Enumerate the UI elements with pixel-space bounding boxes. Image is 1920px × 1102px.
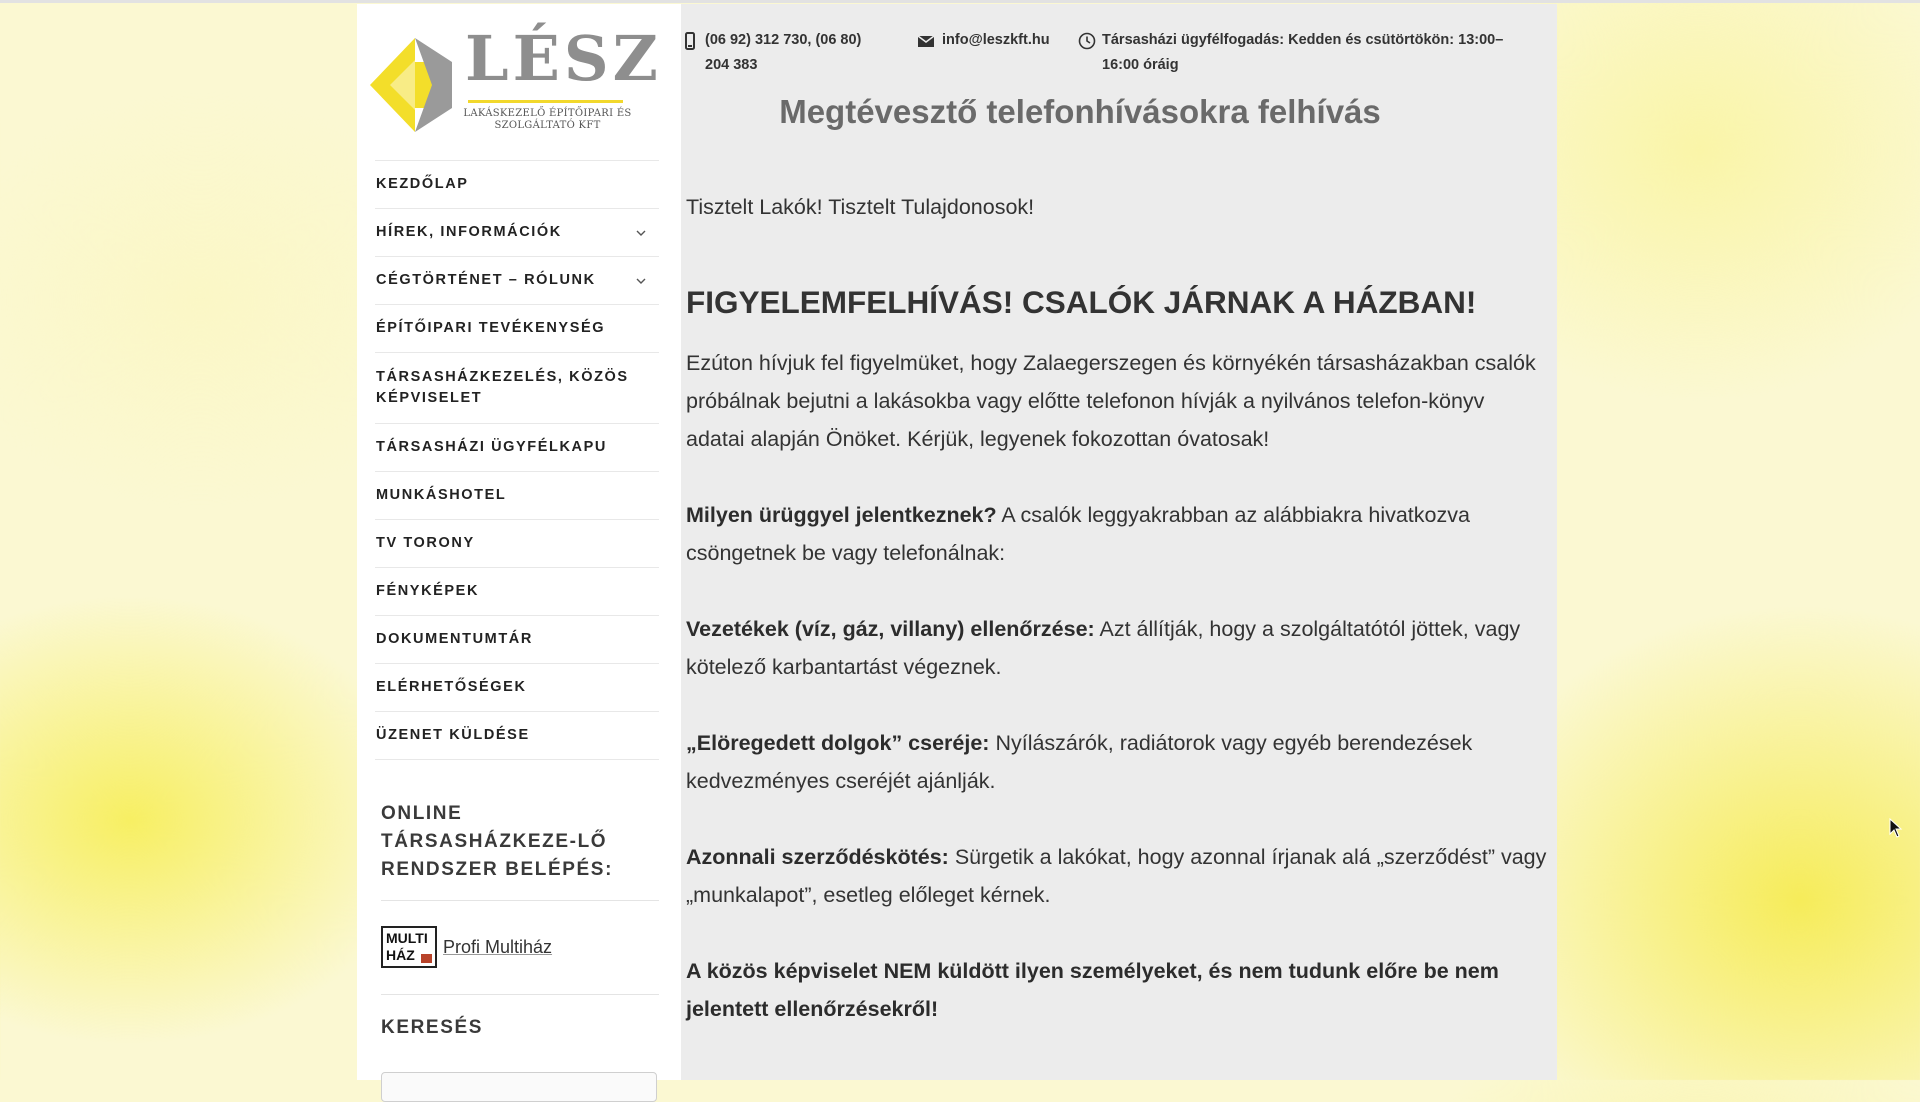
- multihaz-logo[interactable]: [381, 926, 437, 968]
- multihaz-logo-line-2: HÁZ: [386, 947, 415, 963]
- office-hours-line-1: Társasházi ügyfélfogadás: Kedden és csütörtökön: 13:00–: [1102, 32, 1504, 48]
- logo-underline: [468, 100, 623, 103]
- nav-item-label: TÁRSASHÁZI ÜGYFÉLKAPU: [376, 439, 607, 455]
- nav-item-munkashotel[interactable]: [375, 472, 659, 520]
- clock-icon: [1078, 32, 1096, 50]
- mail-icon: [916, 32, 936, 50]
- logo-title: LÉSZ: [465, 22, 662, 95]
- house-icon: [421, 954, 432, 963]
- search-widget-title: KERESÉS: [381, 1017, 484, 1038]
- phone-text: [705, 28, 861, 78]
- search-input[interactable]: [381, 1072, 657, 1102]
- nav-item-epitoipari[interactable]: [375, 305, 659, 353]
- nav-item-label: FÉNYKÉPEK: [376, 583, 480, 599]
- nav-item-label: MUNKÁSHOTEL: [376, 487, 507, 503]
- pretext-paragraph-1: [686, 610, 1548, 686]
- nav-item-label: DOKUMENTUMTÁR: [376, 631, 533, 647]
- main-navigation: [375, 160, 659, 760]
- nav-item-label: ÉPÍTŐIPARI TEVÉKENYSÉG: [376, 320, 606, 336]
- mouse-cursor-icon: [1889, 818, 1903, 838]
- nav-item-label: HÍREK, INFORMÁCIÓK: [376, 224, 562, 240]
- nav-item-hirek[interactable]: [375, 209, 659, 257]
- page-title: Megtévesztő telefonhívásokra felhívás: [779, 93, 1381, 130]
- nav-item-fenykepek[interactable]: [375, 568, 659, 616]
- nav-item-cegtortenet[interactable]: [375, 257, 659, 305]
- nav-item-dokumentumtar[interactable]: [375, 616, 659, 664]
- article-body: [686, 188, 1548, 1028]
- logo-subtitle-line-1: LAKÁSKEZELŐ ÉPÍTŐIPARI ÉS: [463, 108, 632, 119]
- phone-info[interactable]: [681, 28, 891, 78]
- nav-item-kezdolap[interactable]: [375, 161, 659, 209]
- email-text: info@leszkft.hu: [942, 32, 1050, 48]
- phone-icon: [681, 32, 699, 50]
- widget-divider: [381, 994, 659, 995]
- final-notice: [686, 952, 1548, 1028]
- phone-line-1: (06 92) 312 730, (06 80): [705, 32, 862, 48]
- multihaz-link-row[interactable]: [381, 926, 552, 968]
- question-bold: Milyen ürüggyel jelentkeznek?: [686, 503, 997, 527]
- widget-divider: [381, 900, 659, 901]
- chevron-down-icon[interactable]: [635, 227, 647, 239]
- nav-item-tv-torony[interactable]: [375, 520, 659, 568]
- chevron-down-icon[interactable]: [635, 275, 647, 287]
- online-login-widget-title: ONLINE TÁRSASHÁZKEZE-LŐ RENDSZER BELÉPÉS:: [381, 803, 614, 880]
- contact-topbar: [681, 28, 1561, 76]
- email-info[interactable]: [916, 28, 1050, 53]
- nav-item-elerhetosegek[interactable]: [375, 664, 659, 712]
- logo-arrow-icon: [360, 30, 460, 140]
- nav-item-label: ÜZENET KÜLDÉSE: [376, 727, 530, 743]
- logo-subtitle-line-2: SZOLGÁLTATÓ KFT: [494, 120, 601, 131]
- final-notice-bold: A közös képviselet NEM küldött ilyen személyeket, és nem tudunk előre be nem jelentett ellenőrzésekről!: [686, 959, 1499, 1021]
- nav-item-label: CÉGTÖRTÉNET – RÓLUNK: [376, 272, 596, 288]
- multihaz-logo-line-1: MULTI: [386, 930, 428, 946]
- pretext-2-bold: „Elöregedett dolgok” cseréje:: [686, 731, 990, 755]
- browser-top-line: [0, 0, 1920, 3]
- office-hours-info: [1078, 28, 1548, 78]
- nav-item-uzenet-kuldese[interactable]: [375, 712, 659, 760]
- pretext-1-bold: Vezetékek (víz, gáz, villany) ellenőrzése:: [686, 617, 1095, 641]
- pretext-1-text: Azt állítják, hogy a szolgáltatótól jöttek, vagy kötelező karbantartást végeznek.: [686, 617, 1521, 679]
- greeting: Tisztelt Lakók! Tisztelt Tulajdonosok!: [686, 195, 1035, 219]
- pretext-3-text: Sürgetik a lakókat, hogy azonnal írjanak alá „szerződést” vagy „munkalapot”, esetleg előleget kérnek.: [686, 845, 1547, 907]
- pretext-2-text: Nyílászárók, radiátorok vagy egyéb berendezések kedvezményes cseréjét ajánlják.: [686, 731, 1473, 793]
- site-logo[interactable]: [360, 22, 662, 148]
- phone-line-2: 204 383: [705, 57, 758, 73]
- nav-item-ugyfelkapu[interactable]: [375, 424, 659, 472]
- office-hours-line-2: 16:00 óráig: [1102, 57, 1179, 73]
- nav-item-label: KEZDŐLAP: [376, 176, 469, 192]
- nav-item-label: TÁRSASHÁZKEZELÉS, KÖZÖS KÉPVISELET: [376, 369, 629, 406]
- question-text: A csalók leggyakrabban az alábbiakra hivatkozva csöngetnek be vagy telefonálnak:: [686, 503, 1470, 565]
- nav-item-tarsashazkezeles[interactable]: [375, 353, 659, 424]
- logo-subtitle: [460, 108, 635, 132]
- pretext-3-bold: Azonnali szerződéskötés:: [686, 845, 949, 869]
- question-paragraph: [686, 496, 1548, 572]
- nav-item-label: TV TORONY: [376, 535, 475, 551]
- pretext-paragraph-3: [686, 838, 1548, 914]
- multihaz-link[interactable]: Profi Multiház: [443, 936, 553, 957]
- warning-heading: FIGYELEMFELHÍVÁS! CSALÓK JÁRNAK A HÁZBAN!: [686, 284, 1477, 320]
- pretext-paragraph-2: [686, 724, 1548, 800]
- nav-item-label: ELÉRHETŐSÉGEK: [376, 679, 527, 695]
- office-hours-text: [1102, 28, 1503, 78]
- intro-paragraph: Ezúton hívjuk fel figyelmüket, hogy Zalaegerszegen és környékén társasházakban csalók próbálnak bejutni a lakásokba vagy előtte telefonon hívják a nyilvános telefon-könyv adatai alapján Önöket. Kérjük, legyenek fokozottan óvatosak!: [686, 351, 1536, 451]
- sidebar: [357, 4, 681, 1080]
